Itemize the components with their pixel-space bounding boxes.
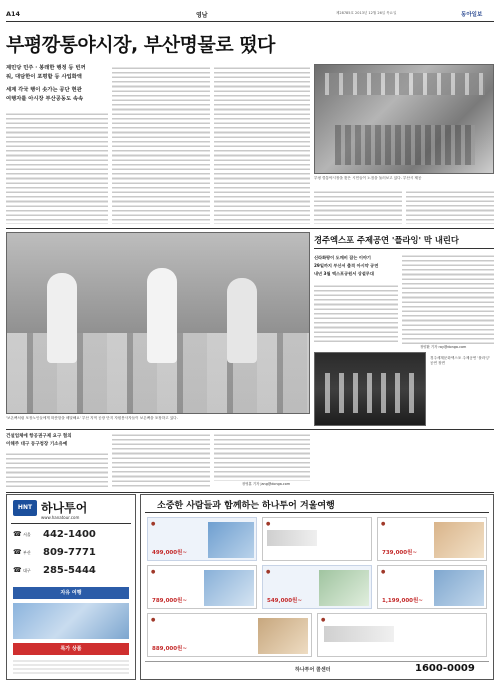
article2-photo-caption: 경주세계문화엑스포 주제공연 '플라잉' 공연 장면 [430, 356, 490, 365]
photo-person-1 [47, 273, 77, 363]
tile-photo [208, 522, 254, 558]
article1-headline: 부평깡통야시장, 부산명물로 떴다 [6, 34, 275, 56]
phone-number: 442-1400 [43, 529, 96, 540]
header-rule [6, 21, 494, 22]
article2-body-col2 [402, 254, 494, 344]
subhead-line: 신라화랑이 도깨비 잡는 이야기 [314, 255, 371, 260]
divider [6, 228, 494, 229]
article2-body-col1 [314, 284, 398, 344]
brand-url: www.hanatour.com [41, 515, 80, 520]
phone-number: 285-5444 [43, 565, 96, 576]
article2-byline: 정양환 기자 ray@donga.com [420, 345, 467, 349]
ad-left-slogan-1: 자유 여행 [13, 587, 129, 599]
tile-price: 889,000원~ [152, 646, 187, 652]
subhead-line: 여행자를 아시장 부산공동도 속속 [6, 96, 84, 102]
ad-top-rule [6, 492, 494, 493]
subhead-line: 세계 각국 행이 솟가는 공단 현관 [6, 87, 82, 93]
article1-body-col5 [406, 190, 494, 224]
headline-line: 건설업체에 항공권구제 요구 혐의 [6, 434, 72, 439]
bullet-icon: ● [381, 569, 386, 575]
section-name: 영남 [196, 12, 208, 19]
subhead-line: 29일까지 부산서 출격 아시약 공연 [314, 263, 379, 268]
divider [6, 429, 494, 430]
tile-photo [434, 522, 484, 558]
ad-left [6, 494, 136, 680]
tile-price: 549,000원~ [267, 598, 302, 604]
article3-body-col1 [6, 452, 108, 488]
article1-photo [314, 64, 494, 174]
tile-price: 1,199,000원~ [382, 598, 423, 604]
ad-left-slogan-2: 특가 상품 [13, 643, 129, 655]
article3-body-col2 [112, 433, 210, 488]
brand-logo: HNT [13, 500, 37, 516]
article2-photo [314, 352, 426, 426]
tour-tile [377, 565, 487, 609]
phone-icon: ☎ [13, 530, 22, 538]
phone-label: 서울 [23, 532, 31, 537]
tile-photo [258, 618, 308, 654]
tour-tile [147, 517, 257, 561]
article2-headline: 경주엑스포 주제공연 '플라잉' 막 내린다 [314, 235, 459, 245]
tile-photo [319, 570, 369, 606]
tile-photo [434, 570, 484, 606]
tile-photo [204, 570, 254, 606]
bullet-icon: ● [321, 617, 326, 623]
article2-rule [314, 248, 494, 249]
tile-price: 499,000원~ [152, 550, 187, 556]
brand-name: 하나투어 [41, 501, 88, 515]
tile-photo [324, 626, 394, 642]
phone-number: 809-7771 [43, 547, 96, 558]
photo-crowd [335, 125, 475, 165]
tour-tile [377, 517, 487, 561]
tour-grid [147, 517, 487, 657]
phone-label: 부산 [23, 550, 31, 555]
article3-body-col3 [214, 433, 310, 481]
photo-dancers [325, 373, 417, 413]
article2-subhead [314, 254, 396, 278]
phone-label: 대구 [23, 568, 31, 573]
subhead-line: 워, 대담한이 포평할 등 사업화액 [6, 74, 82, 80]
subhead-line: 제민당 민주 · 봉래한 행정 등 빈꺼 [6, 65, 86, 71]
ad-left-photo [13, 603, 129, 639]
photo-lights [325, 73, 485, 95]
ad-right [140, 494, 494, 680]
tour-tile [262, 517, 372, 561]
article1-body-col2 [112, 66, 210, 224]
bullet-icon: ● [151, 569, 156, 575]
phone-row [13, 547, 131, 560]
bullet-icon: ● [381, 521, 386, 527]
phone-row [13, 565, 131, 578]
tile-price: 789,000원~ [152, 598, 187, 604]
phone-icon: ☎ [13, 548, 22, 556]
bullet-icon: ● [151, 521, 156, 527]
article3-headline [6, 433, 112, 449]
article1-subhead [6, 64, 106, 104]
tile-price: 739,000원~ [382, 550, 417, 556]
ad-left-rule [11, 523, 131, 524]
article3-byline: 장영훈 기자 jang@donga.com [242, 482, 291, 486]
article1-body-col4 [314, 190, 402, 224]
tour-tile [317, 613, 487, 657]
ad-left-fineprint [13, 659, 129, 675]
bullet-icon: ● [266, 521, 271, 527]
bullet-icon: ● [266, 569, 271, 575]
callcenter-label: 하나투어 콜센터 [295, 667, 331, 673]
subhead-line: 내년 3월 엑스포공원서 상설무대 [314, 271, 374, 276]
ad-right-rule [145, 512, 489, 513]
headline-line: 이해주 대구 동구청장 기소유예 [6, 442, 68, 447]
tile-photo [267, 530, 317, 546]
tour-tile [262, 565, 372, 609]
bullet-icon: ● [151, 617, 156, 623]
photo-person-3 [227, 278, 257, 363]
tour-tile [147, 613, 312, 657]
page-header [6, 10, 494, 20]
issue-line: 제28785호 2013년 12월 26일 목요일 [336, 11, 397, 15]
photo-person-2 [147, 268, 177, 363]
publication-name: 동아일보 [461, 12, 483, 18]
ad-right-banner: 소중한 사람들과 함께하는 하나투어 겨울여행 [157, 501, 335, 511]
article3-photo-caption: '보온팩처럼 포장노인들에게 따뜻함을 배달해요' 부산 지역 공장 단지 자원봉사자들이 보온팩을 포장하고 있다. [6, 416, 178, 420]
callcenter-number: 1600-0009 [415, 663, 475, 674]
article1-body-col3 [214, 66, 310, 224]
article1-body-col1 [6, 112, 108, 224]
callcenter-bar [145, 661, 489, 678]
phone-row [13, 529, 131, 542]
article1-photo-caption: 부평 깡통야시장을 찾은 시민들이 노점을 둘러보고 있다. 부산시 제공 [314, 176, 422, 180]
phone-icon: ☎ [13, 566, 22, 574]
article3-photo [6, 232, 310, 414]
tour-tile [147, 565, 257, 609]
page-code: A14 [6, 10, 21, 18]
